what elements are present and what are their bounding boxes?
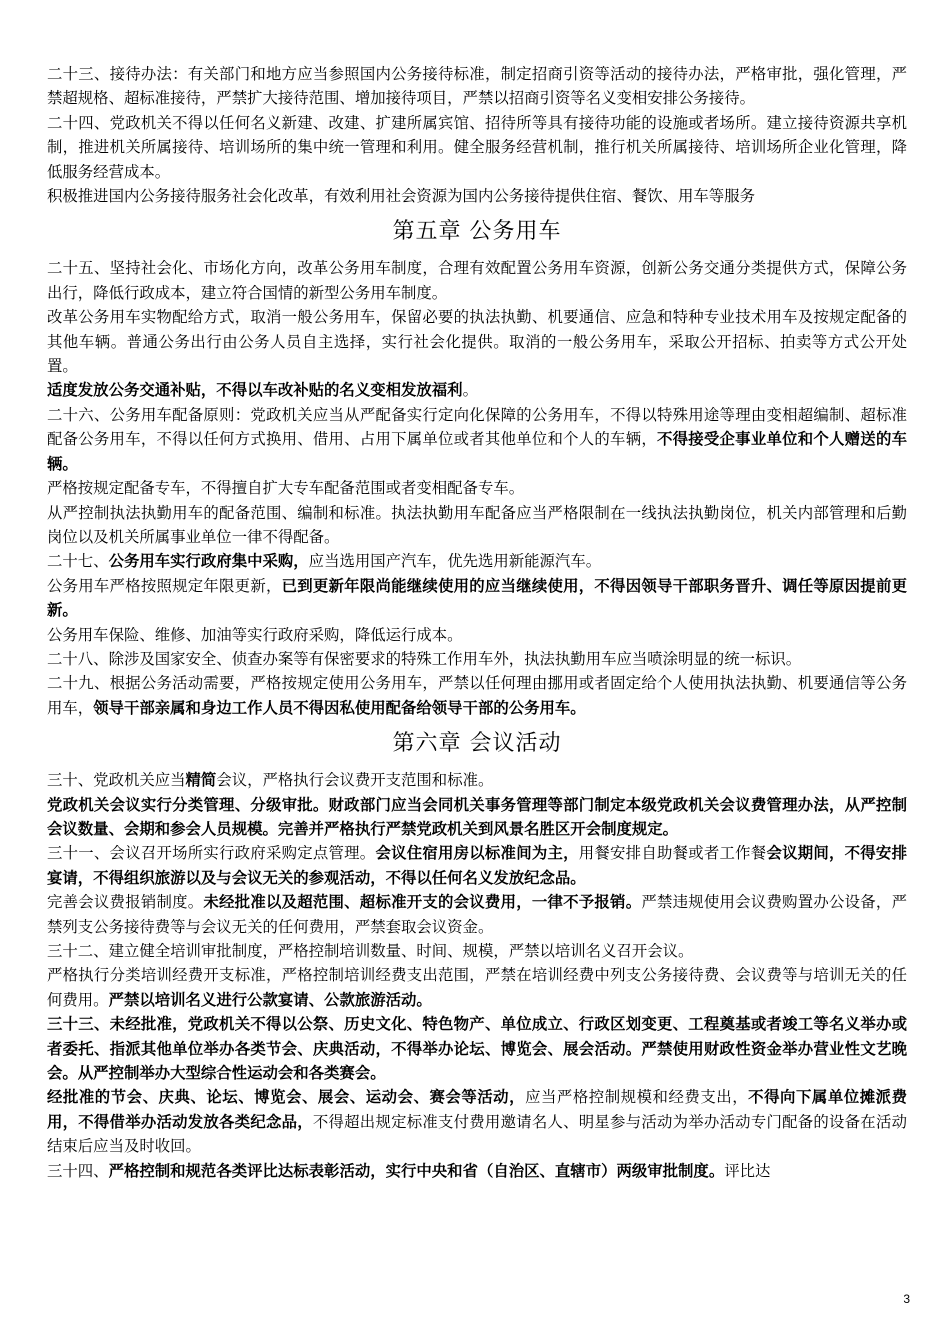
text-run: 完善会议费报销制度。 (47, 893, 204, 912)
paragraph (47, 111, 907, 184)
text-run: 二十四、党政机关不得以任何名义新建、改建、扩建所属宾馆、招待所等具有接待功能的设施或者场所。建立接待资源共享机制，推进机关所属接待、培训场所的集中统一管理和利用。健全服务经营机制，推行机关所属接待、培训场所企业化管理，降低服务经营成本。 (47, 113, 907, 181)
chapter-6-heading: 第六章 会议活动 (392, 731, 562, 757)
bold-text-run: 不得向下属单位摊派费用，不得借举办活动发放各类纪念品， (47, 1088, 907, 1131)
text-run: 不得超出规定标准支付费用邀请名人、明星参与活动为举办活动专门配备的设备在活动结束后应当及时收回。 (47, 1112, 907, 1156)
text-run: 二十七、 (47, 552, 109, 571)
bold-text-run: 党政机关会议实行分类管理、分级审批。财政部门应当会同机关事务管理等部门制定本级党政机关会议费管理办法，从严控制会议数量、会期和参会人员规模。完善并严格执行严禁党政机关到风景名胜区开会制度规定。 (47, 795, 907, 838)
bold-text-run: 适度发放公务交通补贴，不得以车改补贴的名义变相发放福利 (47, 381, 463, 400)
paragraph (47, 647, 907, 671)
section-meeting-activities (47, 768, 907, 1183)
bold-text-run: 经批准的节会、庆典、论坛、博览会、展会、运动会、赛会等活动， (47, 1088, 526, 1107)
text-run: 二十五、坚持社会化、市场化方向，改革公务用车制度，合理有效配置公务用车资源，创新公务交通分类提供方式，保障公务出行，降低行政成本，建立符合国情的新型公务用车制度。 (47, 259, 907, 302)
chapter-5-heading: 第五章 公务用车 (392, 219, 562, 245)
bold-text-run: 会议住宿用房以标准间为主， (375, 844, 579, 863)
paragraph (47, 501, 907, 550)
bold-text-run: 严禁以培训名义进行公款宴请、公款旅游活动。 (108, 990, 432, 1009)
text-run: 积极推进国内公务接待服务社会化改革，有效利用社会资源为国内公务接待提供住宿、餐饮、用车等服务 (47, 187, 755, 206)
paragraph (47, 939, 907, 963)
text-run: 严格执行分类培训经费开支标准，严格控制培训经费支出范围，严禁在培训经费中列支公务接待费、会议费等与培训无关的任何费用。 (47, 966, 907, 1009)
paragraph (47, 1159, 907, 1183)
text-run: 严格按规定配备专车，不得擅自扩大专车配备范围或者变相配备专车。 (47, 479, 525, 498)
bold-text-run: 未经批准以及超范围、超标准开支的会议费用，一律不予报销。 (203, 893, 642, 912)
paragraph (47, 623, 907, 647)
text-run: 用餐安排自助餐或者工作餐 (578, 844, 767, 863)
page-number: 3 (903, 1292, 910, 1306)
bold-text-run: 领导干部亲属和身边工作人员不得因私使用配备给领导干部的公务用车。 (93, 698, 586, 717)
text-run: 改革公务用车实物配给方式，取消一般公务用车，保留必要的执法执勤、机要通信、应急和特种专业技术用车及按规定配备的其他车辆。普通公务出行由公务人员自主选择，实行社会化提供。取消的一般公务用车，采取公开招标、拍卖等方式公开处置。 (47, 308, 907, 376)
document-page (47, 62, 907, 1183)
paragraph (47, 549, 907, 573)
text-run: 三十一、会议召开场所实行政府采购定点管理。 (47, 844, 376, 863)
paragraph (47, 1012, 907, 1085)
text-run: 公务用车严格按照规定年限更新， (47, 576, 282, 595)
paragraph (47, 62, 907, 111)
bold-text-run: 已到更新年限尚能继续使用的应当继续使用，不得因领导干部职务晋升、调任等原因提前更新。 (47, 576, 907, 620)
text-run: 评比达 (724, 1161, 771, 1180)
text-run: 二十六、公务用车配备原则：党政机关应当从严配备实行定向化保障的公务用车，不得以特殊用途等理由变相超编制、超标准配备公务用车，不得以任何方式换用、借用、占用下属单位或者其他单位和个人的车辆， (47, 405, 907, 449)
text-run: 应当严格控制规模和经费支出， (525, 1088, 749, 1107)
paragraph (47, 1085, 907, 1158)
paragraph (47, 768, 907, 792)
paragraph (47, 671, 907, 720)
paragraph (47, 378, 907, 402)
paragraph (47, 963, 907, 1012)
text-run: 三十四、 (47, 1161, 109, 1180)
text-run: 二十八、除涉及国家安全、侦查办案等有保密要求的特殊工作用车外，执法执勤用车应当喷涂明显的统一标识。 (47, 649, 802, 668)
paragraph (47, 305, 907, 378)
bold-text-run: 三十三、未经批准，党政机关不得以公祭、历史文化、特色物产、单位成立、行政区划变更、工程奠基或者竣工等名义举办或者委托、指派其他单位举办各类节会、庆典活动，不得举办论坛、博览会、展会活动。严禁使用财政性资金举办营业性文艺晚会。从严控制举办大型综合性运动会和各类赛会。 (47, 1015, 907, 1083)
paragraph (47, 256, 907, 305)
text-run: 应当选用国产汽车，优先选用新能源汽车。 (308, 552, 602, 571)
paragraph (47, 184, 907, 208)
bold-text-run: 会议期间，不得安排宴请，不得组织旅游以及与会议无关的参观活动，不得以任何名义发放纪念品。 (47, 844, 907, 887)
paragraph (47, 793, 907, 842)
text-run: 严禁违规使用会议费购置办公设备，严禁列支公务接待费等与会议无关的任何费用，严禁套取会议资金。 (47, 893, 907, 936)
paragraph (47, 403, 907, 476)
text-run: 二十九、根据公务活动需要，严格按规定使用公务用车，严禁以任何理由挪用或者固定给个人使用执法执勤、机要通信等公务用车， (47, 674, 907, 717)
paragraph (47, 574, 907, 623)
paragraph (47, 476, 907, 500)
text-run: 公务用车保险、维修、加油等实行政府采购，降低运行成本。 (47, 625, 463, 644)
text-run: 从严控制执法执勤用车的配备范围、编制和标准。执法执勤用车配备应当严格限制在一线执法执勤岗位，机关内部管理和后勤岗位以及机关所属事业单位一律不得配备。 (47, 503, 907, 546)
section-official-vehicles (47, 256, 907, 720)
text-run: 三十、党政机关应当 (47, 771, 186, 790)
bold-text-run: 公务用车实行政府集中采购， (108, 552, 309, 571)
section-reception (47, 62, 907, 208)
bold-text-run: 精简 (185, 771, 217, 790)
bold-text-run: 严格控制和规范各类评比达标表彰活动，实行中央和省（自治区、直辖市）两级审批制度。 (108, 1161, 725, 1180)
text-run: 会议，严格执行会议费开支范围和标准。 (216, 771, 494, 790)
bold-text-run: 不得接受企事业单位和个人赠送的车辆。 (47, 430, 907, 473)
paragraph (47, 841, 907, 890)
text-run: 二十三、接待办法：有关部门和地方应当参照国内公务接待标准，制定招商引资等活动的接待办法，严格审批，强化管理，严禁超规格、超标准接待，严禁扩大接待范围、增加接待项目，严禁以招商引资等名义变相安排公务接待。 (47, 65, 907, 108)
text-run: 三十二、建立健全培训审批制度，严格控制培训数量、时间、规模，严禁以培训名义召开会议。 (47, 942, 694, 960)
paragraph (47, 890, 907, 939)
text-run: 。 (462, 381, 478, 400)
